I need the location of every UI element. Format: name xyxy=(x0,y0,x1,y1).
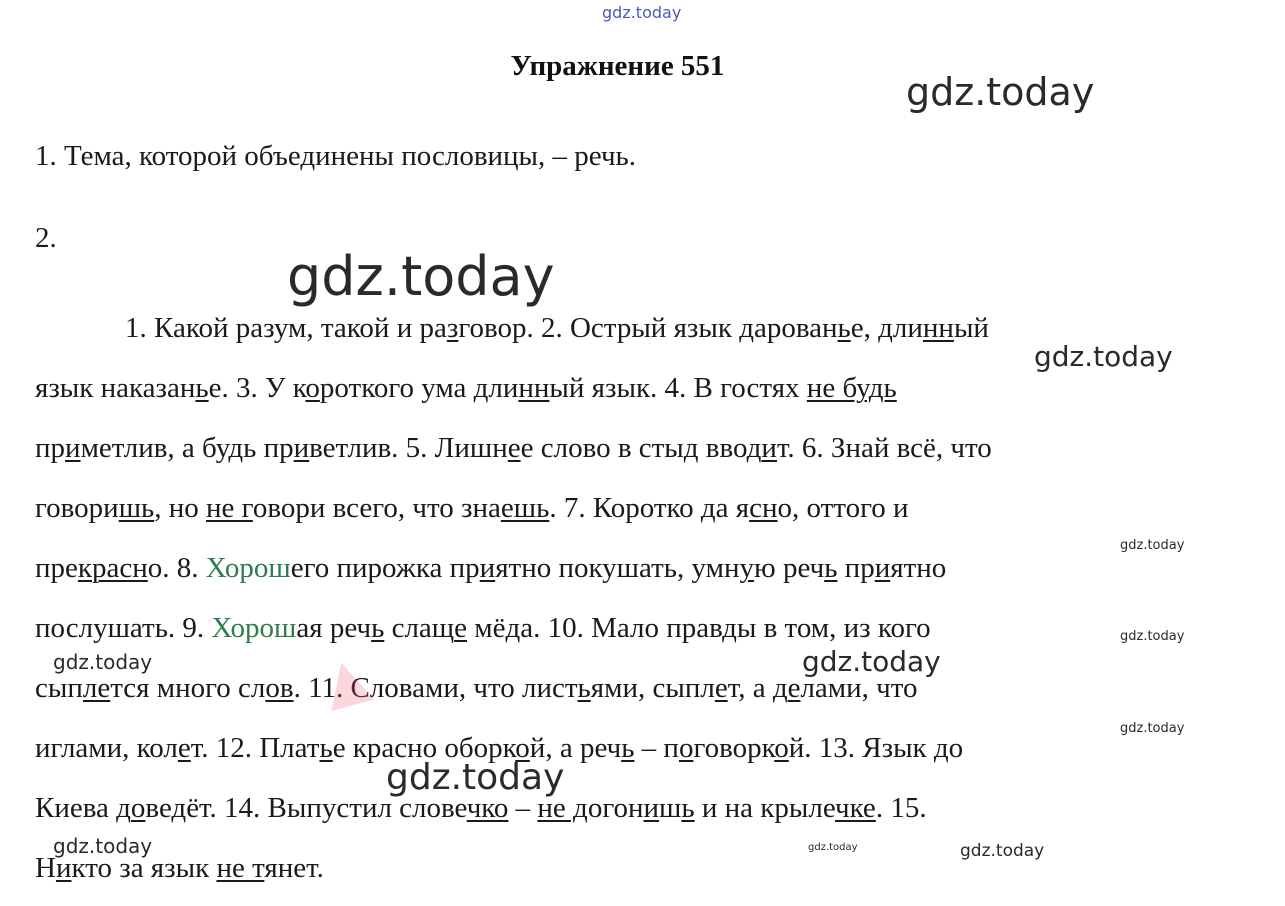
text-segment: метлив, а будь пр xyxy=(80,432,294,464)
text-segment: говори xyxy=(35,492,119,524)
highlighted-segment: Хорош xyxy=(211,612,297,644)
text-segment: , но xyxy=(154,492,207,524)
underlined-segment: шь xyxy=(118,492,155,524)
underlined-segment: ь xyxy=(837,312,851,344)
underlined-segment: е xyxy=(507,432,521,464)
underlined-segment: е xyxy=(714,672,728,704)
underlined-segment: ов xyxy=(265,672,294,704)
text-segment: Киева д xyxy=(35,792,131,824)
underlined-segment: чке xyxy=(834,792,876,824)
text-segment: о, оттого и xyxy=(777,492,909,524)
text-segment: овори всего, что зна xyxy=(252,492,501,524)
text-segment: и на крыле xyxy=(694,792,835,824)
text-segment: тся много сл xyxy=(110,672,266,704)
underlined-segment: красн xyxy=(77,552,148,584)
exercise-title: Упражнение 551 xyxy=(510,50,725,82)
underlined-segment: ешь xyxy=(500,492,550,524)
watermark-big: gdz.today xyxy=(287,245,555,308)
underlined-segment: е xyxy=(177,732,191,764)
underlined-segment: з xyxy=(446,312,459,344)
underlined-segment: и xyxy=(761,432,777,464)
watermark: gdz.today xyxy=(1120,538,1185,553)
underlined-segment: не д xyxy=(537,792,588,824)
watermark-large: gdz.today xyxy=(906,70,1095,114)
text-segment: т. 6. Знай всё, что xyxy=(776,432,992,464)
watermark: gdz.today xyxy=(386,757,565,798)
text-segment: ш xyxy=(659,792,682,824)
text-segment: – п xyxy=(634,732,679,764)
underlined-segment: и xyxy=(643,792,660,824)
text-segment: говор. 2. Острый язык дарован xyxy=(458,312,838,344)
text-segment: е. 3. У к xyxy=(208,372,306,404)
underlined-segment: и xyxy=(479,552,496,584)
text-segment: сып xyxy=(35,672,83,704)
text-segment: т, а д xyxy=(727,672,788,704)
watermark: gdz.today xyxy=(802,645,941,678)
text-segment: о. 8. xyxy=(147,552,206,584)
text-segment: ый xyxy=(953,312,989,344)
underlined-segment: и xyxy=(55,852,72,884)
underlined-segment: не т xyxy=(216,852,265,884)
proverb-line xyxy=(125,311,989,345)
text-segment: ведёт. 14. Выпустил слове xyxy=(145,792,467,824)
answer-item-2: 2. xyxy=(35,222,57,254)
underlined-segment: о xyxy=(130,792,146,824)
text-segment: послушать. 9. xyxy=(35,612,212,644)
underlined-segment: не г xyxy=(206,492,253,524)
watermark: gdz.today xyxy=(53,834,153,858)
underlined-segment: и xyxy=(293,432,310,464)
text-segment: Н xyxy=(35,852,56,884)
text-segment: язык наказан xyxy=(35,372,196,404)
text-segment: говорк xyxy=(693,732,775,764)
text-segment: . 15. xyxy=(875,792,927,824)
text-segment: пр xyxy=(35,432,66,464)
text-segment: иглами, кол xyxy=(35,732,178,764)
text-segment: ями, сыпл xyxy=(590,672,715,704)
text-segment: ятно xyxy=(890,552,947,584)
text-segment: е слово в стыд ввод xyxy=(520,432,762,464)
text-segment: – xyxy=(508,792,538,824)
underlined-segment: о xyxy=(515,732,530,764)
watermark-top: gdz.today xyxy=(602,3,682,22)
underlined-segment: ь xyxy=(195,372,209,404)
proverb-line xyxy=(35,491,909,525)
underlined-segment: и xyxy=(65,432,81,464)
underlined-segment: чко xyxy=(466,792,509,824)
proverb-line xyxy=(35,611,931,645)
proverb-line xyxy=(35,371,897,405)
underlined-segment: не будь xyxy=(806,372,897,404)
underlined-segment: о xyxy=(678,732,694,764)
proverb-line xyxy=(35,671,918,705)
underlined-segment: о xyxy=(305,372,320,404)
text-segment: ая реч xyxy=(296,612,372,644)
text-segment: лами, что xyxy=(800,672,918,704)
highlighted-segment: Хорош xyxy=(205,552,291,584)
underlined-segment: у xyxy=(739,552,755,584)
underlined-segment: о xyxy=(774,732,789,764)
underlined-segment: ле xyxy=(82,672,111,704)
text-segment: . 7. Коротко да я xyxy=(549,492,750,524)
text-segment: е, дли xyxy=(850,312,923,344)
underlined-segment: сн xyxy=(749,492,778,524)
underlined-segment: и xyxy=(874,552,891,584)
underlined-segment: е xyxy=(454,612,467,644)
proverb-line xyxy=(35,431,992,465)
watermark: gdz.today xyxy=(53,650,153,674)
underlined-segment: ь xyxy=(371,612,385,644)
underlined-segment: ь xyxy=(824,552,838,584)
text-segment: й. 13. Язык до xyxy=(788,732,964,764)
text-segment: мёда. 10. Мало правды в том, из кого xyxy=(467,612,931,644)
watermark: gdz.today xyxy=(960,841,1045,861)
underlined-segment: ь xyxy=(319,732,333,764)
text-segment: кто за язык xyxy=(71,852,217,884)
watermark: gdz.today xyxy=(1120,629,1185,644)
text-segment: роткого ума дли xyxy=(319,372,519,404)
text-segment: его пирожка пр xyxy=(290,552,480,584)
text-segment: пр xyxy=(837,552,875,584)
underlined-segment: ь xyxy=(621,732,635,764)
text-segment: ю реч xyxy=(754,552,825,584)
watermark: gdz.today xyxy=(808,842,858,853)
text-segment: пре xyxy=(35,552,78,584)
text-segment: ветлив. 5. Лишн xyxy=(309,432,508,464)
text-segment: ятно покушать, умн xyxy=(495,552,740,584)
watermark: gdz.today xyxy=(1034,340,1173,373)
underlined-segment: ь xyxy=(681,792,695,824)
underlined-segment: е xyxy=(787,672,801,704)
text-segment: . 11. Словами, что лист xyxy=(293,672,578,704)
text-segment: слащ xyxy=(384,612,455,644)
text-segment: т. 12. Плат xyxy=(190,732,320,764)
text-segment: е красно оборк xyxy=(332,732,516,764)
text-segment: й, а реч xyxy=(529,732,622,764)
underlined-segment: ь xyxy=(577,672,591,704)
text-segment: 1. Какой разум, такой и ра xyxy=(125,312,447,344)
underlined-segment: нн xyxy=(518,372,550,404)
text-segment: огон xyxy=(587,792,644,824)
underlined-segment: нн xyxy=(922,312,954,344)
answer-item-1: 1. Тема, которой объединены пословицы, – речь. xyxy=(35,140,636,172)
watermark: gdz.today xyxy=(1120,721,1185,736)
text-segment: ый язык. 4. В гостях xyxy=(549,372,807,404)
text-segment: янет. xyxy=(264,852,324,884)
proverb-line xyxy=(35,551,946,585)
